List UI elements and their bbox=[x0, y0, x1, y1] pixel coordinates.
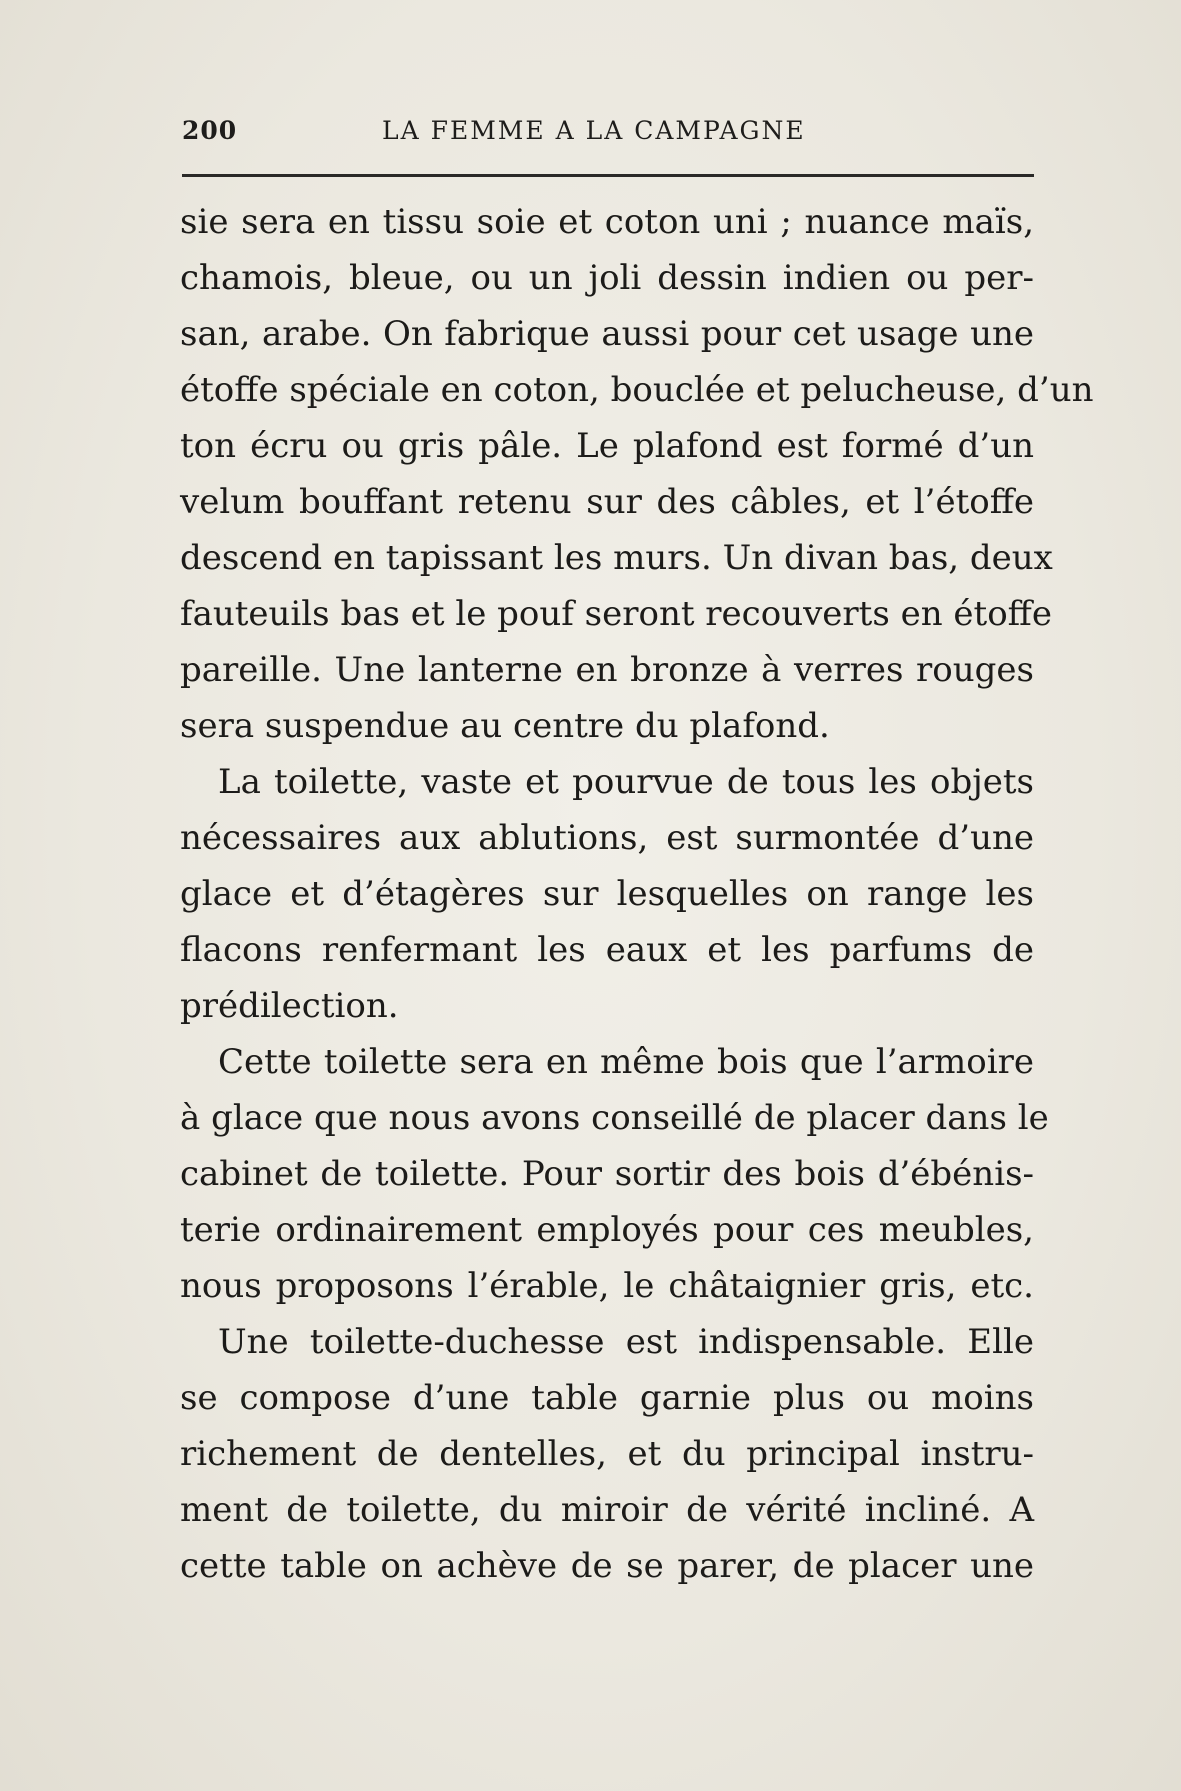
paragraph-1 bbox=[180, 194, 1094, 754]
text-line: étoffe spéciale en coton, bouclée et pelucheuse, d’un bbox=[180, 370, 1094, 410]
body-text bbox=[180, 194, 1094, 1594]
text-line: glace et d’étagères sur lesquelles on range les bbox=[180, 874, 1034, 914]
text-line: Une toilette-duchesse est indispensable. Elle bbox=[218, 1322, 1034, 1362]
paragraph-2 bbox=[180, 754, 1034, 1034]
text-line: pareille. Une lanterne en bronze à verres rouges bbox=[180, 650, 1034, 690]
text-line: ment de toilette, du miroir de vérité incliné. A bbox=[180, 1490, 1034, 1530]
text-line: fauteuils bas et le pouf seront recouverts en étoffe bbox=[180, 594, 1052, 634]
paragraph-3 bbox=[180, 1034, 1049, 1314]
text-line: cette table on achève de se parer, de placer une bbox=[180, 1546, 1034, 1586]
text-line: velum bouffant retenu sur des câbles, et l’étoffe bbox=[180, 482, 1034, 522]
text-line: sera suspendue au centre du plafond. bbox=[180, 706, 830, 746]
text-line: terie ordinairement employés pour ces meubles, bbox=[180, 1210, 1034, 1250]
text-line: san, arabe. On fabrique aussi pour cet usage une bbox=[180, 314, 1034, 354]
page-number: 200 bbox=[182, 116, 238, 145]
text-line: cabinet de toilette. Pour sortir des bois d’ébénis- bbox=[180, 1154, 1034, 1194]
text-line: à glace que nous avons conseillé de placer dans le bbox=[180, 1098, 1049, 1138]
running-header bbox=[182, 116, 1034, 156]
text-line: se compose d’une table garnie plus ou moins bbox=[180, 1378, 1034, 1418]
text-line: descend en tapissant les murs. Un divan bas, deux bbox=[180, 538, 1053, 578]
text-line: La toilette, vaste et pourvue de tous les objets bbox=[218, 762, 1034, 802]
text-line: Cette toilette sera en même bois que l’armoire bbox=[218, 1042, 1034, 1082]
text-line: ton écru ou gris pâle. Le plafond est formé d’un bbox=[180, 426, 1034, 466]
text-line: flacons renfermant les eaux et les parfums de bbox=[180, 930, 1034, 970]
header-rule bbox=[182, 174, 1034, 177]
text-line: nous proposons l’érable, le châtaignier gris, etc. bbox=[180, 1266, 1034, 1306]
text-line: nécessaires aux ablutions, est surmontée d’une bbox=[180, 818, 1034, 858]
text-line: richement de dentelles, et du principal instru- bbox=[180, 1434, 1034, 1474]
running-title: LA FEMME A LA CAMPAGNE bbox=[382, 116, 806, 145]
paragraph-4 bbox=[180, 1314, 1034, 1594]
text-line: sie sera en tissu soie et coton uni ; nuance maïs, bbox=[180, 202, 1034, 242]
text-line: chamois, bleue, ou un joli dessin indien ou per- bbox=[180, 258, 1034, 298]
text-line: prédilection. bbox=[180, 986, 399, 1026]
